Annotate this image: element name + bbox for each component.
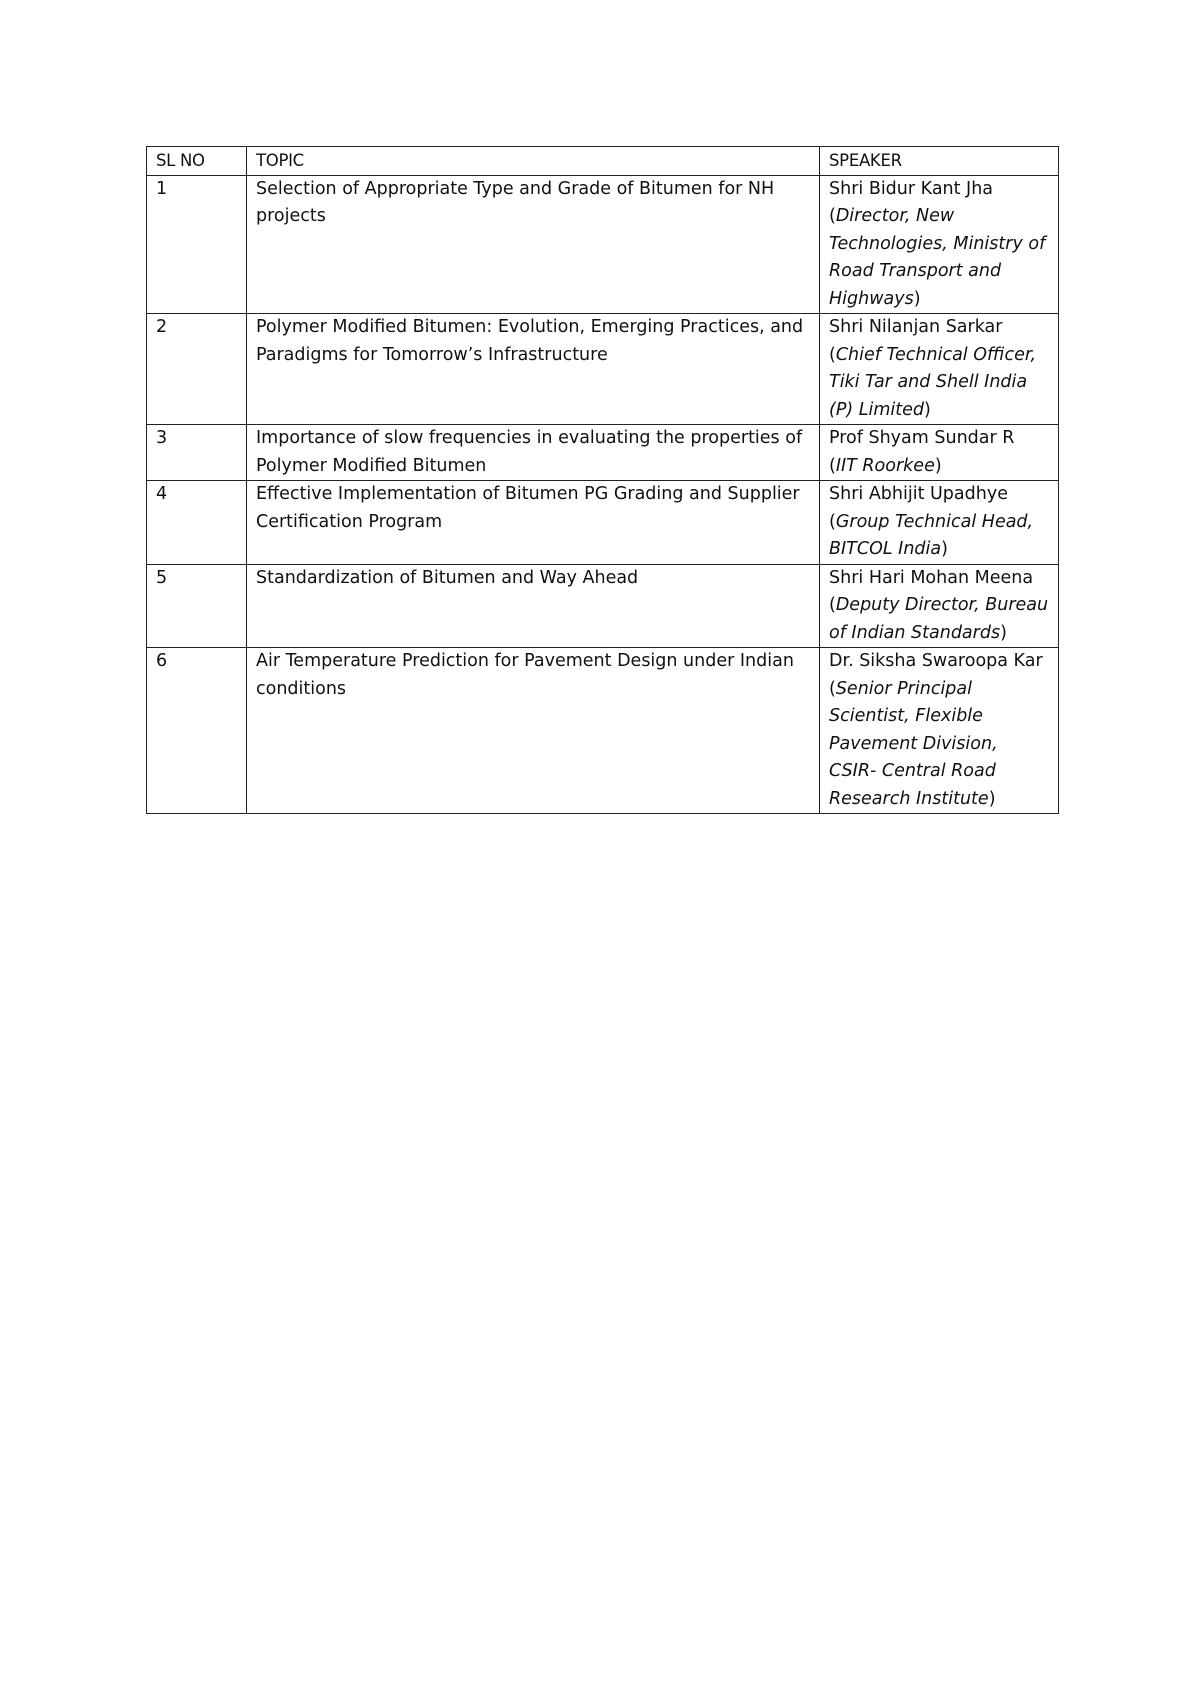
speaker-affiliation: Director, New Technologies, Ministry of Road Transport and Highways: [829, 206, 1046, 309]
table-row: [147, 648, 1059, 814]
topic-cell: Effective Implementation of Bitumen PG Grading and Supplier Certification Program: [247, 481, 820, 565]
header-sl-no: SL NO: [147, 147, 247, 176]
sl-no-cell: 5: [147, 564, 247, 648]
sl-no-cell: 3: [147, 425, 247, 481]
topic-cell: Standardization of Bitumen and Way Ahead: [247, 564, 820, 648]
speaker-cell: Shri Nilanjan Sarkar (Chief Technical Officer, Tiki Tar and Shell India (P) Limited): [820, 314, 1059, 425]
sl-no-cell: 4: [147, 481, 247, 565]
speaker-name: Shri Nilanjan Sarkar: [829, 317, 1003, 337]
speaker-name: Dr. Siksha Swaroopa Kar: [829, 651, 1043, 671]
speaker-schedule-table: [146, 146, 1059, 814]
header-topic: TOPIC: [247, 147, 820, 176]
speaker-affiliation: Group Technical Head, BITCOL India: [829, 511, 1034, 559]
sl-no-cell: 1: [147, 175, 247, 314]
table-row: [147, 314, 1059, 425]
speaker-cell: Prof Shyam Sundar R (IIT Roorkee): [820, 425, 1059, 481]
sl-no-cell: 2: [147, 314, 247, 425]
topic-cell: Polymer Modified Bitumen: Evolution, Emerging Practices, and Paradigms for Tomorrow’s Infrastructure: [247, 314, 820, 425]
sl-no-cell: 6: [147, 648, 247, 814]
table-row: [147, 175, 1059, 314]
speaker-name: Shri Abhijit Upadhye: [829, 484, 1008, 504]
table-row: [147, 481, 1059, 565]
speaker-cell: Shri Bidur Kant Jha (Director, New Technologies, Ministry of Road Transport and Highways): [820, 175, 1059, 314]
table-row: [147, 425, 1059, 481]
speaker-cell: Shri Hari Mohan Meena (Deputy Director, Bureau of Indian Standards): [820, 564, 1059, 648]
speaker-affiliation: Senior Principal Scientist, Flexible Pavement Division, CSIR- Central Road Research Institute: [829, 678, 998, 809]
table-header-row: [147, 147, 1059, 176]
speaker-cell: Shri Abhijit Upadhye (Group Technical Head, BITCOL India): [820, 481, 1059, 565]
speaker-name: Prof Shyam Sundar R: [829, 428, 1015, 448]
header-speaker: SPEAKER: [820, 147, 1059, 176]
topic-cell: Importance of slow frequencies in evaluating the properties of Polymer Modified Bitumen: [247, 425, 820, 481]
speaker-affiliation: Chief Technical Officer, Tiki Tar and Shell India (P) Limited: [829, 344, 1037, 420]
table-row: [147, 564, 1059, 648]
topic-cell: Air Temperature Prediction for Pavement Design under Indian conditions: [247, 648, 820, 814]
speaker-name: Shri Hari Mohan Meena: [829, 567, 1034, 588]
topic-cell: Selection of Appropriate Type and Grade of Bitumen for NH projects: [247, 175, 820, 314]
speaker-name: Shri Bidur Kant Jha: [829, 178, 994, 199]
speaker-cell: Dr. Siksha Swaroopa Kar (Senior Principal Scientist, Flexible Pavement Division, CSIR- Central Road Research Institute): [820, 648, 1059, 814]
speaker-affiliation: IIT Roorkee: [835, 455, 935, 476]
speaker-affiliation: Deputy Director, Bureau of Indian Standards: [829, 595, 1049, 643]
